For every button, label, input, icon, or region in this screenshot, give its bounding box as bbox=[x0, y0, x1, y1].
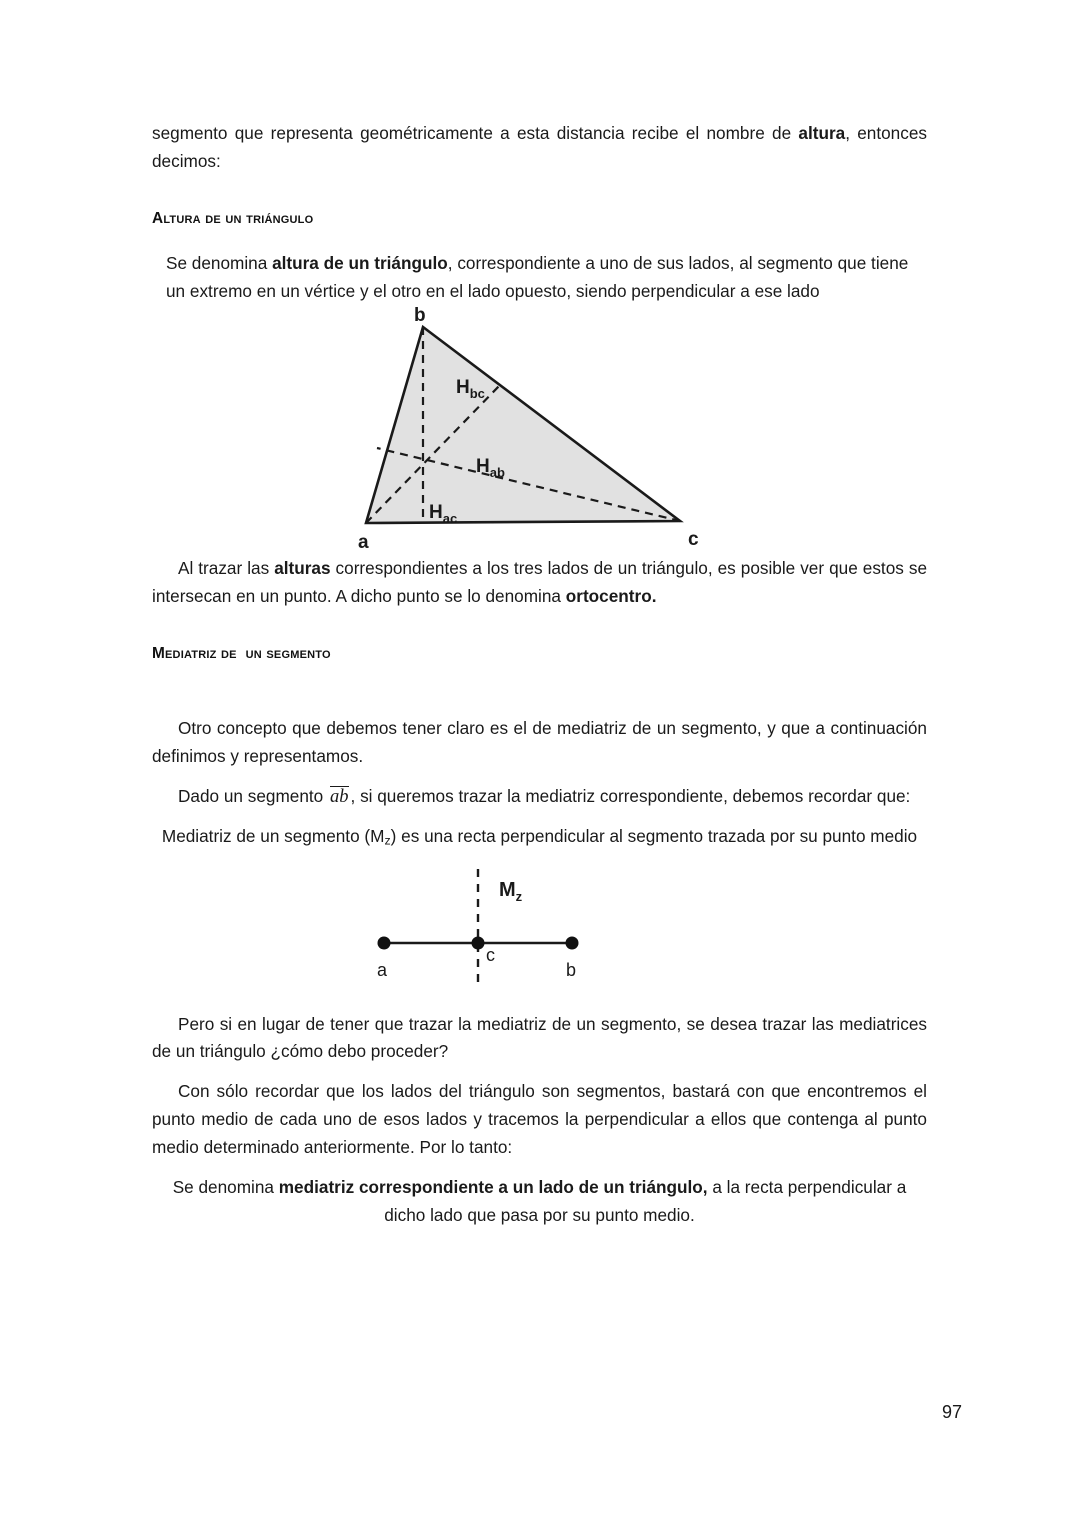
heading-altura-de-un-triangulo: Altura de un triángulo bbox=[152, 209, 314, 227]
point-label-b: b bbox=[566, 959, 577, 980]
spacer bbox=[152, 1066, 927, 1078]
spacer bbox=[152, 611, 927, 645]
ortocentro-text-2: correspondientes a los tres lados de un triángulo, es posible ver que estos se intersecan en un punto. A dicho punto se lo denomina bbox=[152, 558, 927, 607]
heading-mediatriz-de-un-segmento: Mediatriz de un segmento bbox=[152, 645, 331, 663]
altitude-label-hbc: $H_{bc}$ bbox=[456, 377, 485, 402]
paragraph-otro-concepto: Otro concepto que debemos tener claro es el de mediatriz de un segmento, y que a continuación definimos y representamos. bbox=[152, 718, 927, 767]
paragraph-ortocentro bbox=[152, 555, 927, 611]
mediatriz-label-mz: $M_z$ bbox=[499, 878, 523, 904]
segment-diagram-svg bbox=[152, 851, 927, 1011]
intro-text-1: segmento que representa geométricamente a esta distancia recibe el nombre de bbox=[152, 123, 799, 143]
def-final-text-2: a la recta perpendicular a dicho lado que pasa por su punto medio. bbox=[384, 1176, 907, 1225]
def-mediatriz-subscript: z bbox=[384, 833, 391, 848]
vertex-label-c: c bbox=[688, 529, 699, 551]
page-number: 97 bbox=[941, 1402, 962, 1422]
def-altura-bold: altura de un triángulo bbox=[272, 252, 448, 273]
def-final-bold: mediatriz correspondiente a un lado de un triángulo, bbox=[278, 1176, 708, 1197]
paragraph-definicion-mediatriz bbox=[152, 823, 927, 851]
triangle-diagram-svg bbox=[152, 305, 927, 555]
ortocentro-bold-alturas: alturas bbox=[274, 558, 331, 579]
intro-text-2: , entonces decimos: bbox=[152, 123, 927, 171]
figure-triangle-alturas bbox=[152, 305, 927, 555]
figure-mediatriz-segmento bbox=[152, 851, 927, 1011]
altitude-label-hab: $H_{ab}$ bbox=[476, 456, 505, 481]
spacer bbox=[152, 176, 927, 210]
def-mediatriz-text-1: Mediatriz de un segmento (M bbox=[161, 825, 385, 846]
paragraph-dado-un-segmento bbox=[152, 783, 927, 811]
segment-notation-ab: ab bbox=[330, 786, 349, 807]
paragraph-intro bbox=[152, 120, 927, 176]
spacer bbox=[152, 1162, 927, 1174]
ortocentro-text-1: Al trazar las bbox=[178, 558, 275, 579]
def-mediatriz-text-2: ) es una recta perpendicular al segmento trazada por su punto medio bbox=[390, 825, 918, 846]
dado-text-1: Dado un segmento bbox=[178, 785, 329, 806]
def-final-text-1: Se denomina bbox=[172, 1176, 279, 1197]
point-label-c: c bbox=[486, 944, 495, 965]
paragraph-definicion-final bbox=[152, 1174, 927, 1230]
triangle-shape bbox=[366, 327, 680, 523]
point-dot-b bbox=[566, 936, 579, 949]
intro-bold-altura: altura bbox=[798, 123, 846, 143]
spacer bbox=[152, 811, 927, 823]
ortocentro-bold-ortocentro: ortocentro. bbox=[565, 586, 657, 607]
vertex-label-a: a bbox=[358, 532, 369, 554]
paragraph-definicion-altura bbox=[166, 250, 914, 306]
point-dot-c bbox=[472, 936, 485, 949]
def-altura-text-1: Se denomina bbox=[166, 252, 273, 273]
def-altura-text-2: , correspondiente a uno de sus lados, al segmento que tiene un extremo en un vértice y el otro en el lado opuesto, siendo perpendicular a ese lado bbox=[166, 252, 909, 301]
paragraph-pero-si: Pero si en lugar de tener que trazar la mediatriz de un segmento, se desea trazar las mediatrices de un triángulo ¿cómo debo proceder? bbox=[152, 1013, 927, 1062]
page-content bbox=[152, 120, 927, 1230]
spacer bbox=[152, 228, 927, 250]
spacer bbox=[152, 771, 927, 783]
definition-altura-block bbox=[166, 250, 914, 306]
vertex-label-b: b bbox=[414, 305, 426, 327]
spacer bbox=[152, 663, 927, 715]
point-dot-a bbox=[378, 936, 391, 949]
dado-text-2: , si queremos trazar la mediatriz correspondiente, debemos recordar que: bbox=[350, 785, 911, 806]
point-label-a: a bbox=[377, 959, 388, 980]
paragraph-con-solo: Con sólo recordar que los lados del triángulo son segmentos, bastará con que encontremos el punto medio de cada uno de esos lados y tracemos la perpendicular a ellos que contenga al punto medio determinado anteriormente. Por lo tanto: bbox=[152, 1081, 927, 1158]
altitude-label-hac: $H_{ac}$ bbox=[429, 502, 458, 527]
